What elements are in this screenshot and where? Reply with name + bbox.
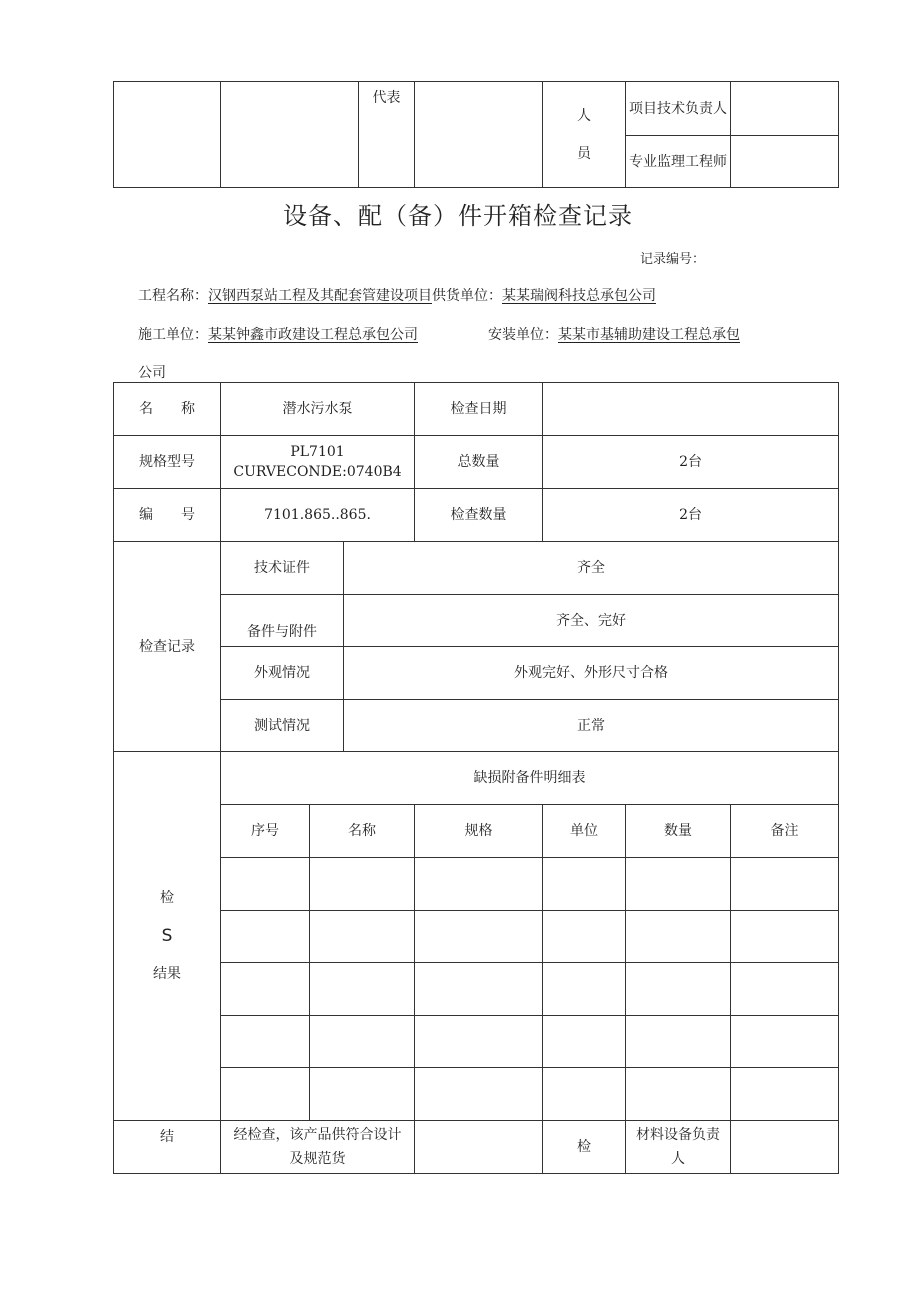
conclusion-label: 结	[114, 1121, 221, 1174]
record-item: 测试情况	[221, 700, 344, 752]
model-label: 规格型号	[114, 436, 221, 489]
role-supervisor: 专业监理工程师	[626, 136, 731, 188]
blank-cell	[415, 1121, 543, 1174]
install-value-continued: 公司	[138, 365, 166, 381]
blank-cell	[731, 1121, 839, 1174]
install-line	[488, 324, 740, 344]
date-value	[543, 383, 839, 436]
serial-value: 7101.865..865.	[221, 489, 415, 542]
record-item: 技术证件	[221, 542, 344, 595]
construction-value: 某某钟鑫市政建设工程总承包公司	[208, 327, 418, 343]
install-label: 安装单位：	[488, 327, 558, 343]
table-row	[114, 963, 839, 1016]
page-title: 设备、配（备）件开箱检查记录	[283, 202, 633, 230]
project-name-label: 工程名称：	[138, 288, 208, 304]
project-name-value: 汉钢西泵站工程及其配套管建设项目	[208, 288, 432, 304]
record-value: 齐全	[344, 542, 839, 595]
col-header: 名称	[310, 805, 415, 858]
personnel-cell	[543, 82, 626, 188]
model-value: PL7101 CURVECONDE:0740B4	[221, 436, 415, 489]
ren-label: 人	[577, 107, 591, 124]
role-tech-lead: 项目技术负责人	[626, 82, 731, 136]
col-header: 序号	[221, 805, 310, 858]
construction-line	[138, 324, 418, 344]
record-item: 备件与附件	[221, 595, 344, 647]
total-value: 2台	[543, 436, 839, 489]
blank-cell	[221, 82, 359, 188]
record-value: 正常	[344, 700, 839, 752]
yuan-label: 员	[577, 145, 591, 162]
col-header: 单位	[543, 805, 626, 858]
missing-parts-title: 缺损附备件明细表	[221, 752, 839, 805]
supplier-value: 某某瑞阀科技总承包公司	[502, 288, 656, 304]
supplier-label: 供货单位：	[432, 288, 502, 304]
date-label: 检查日期	[415, 383, 543, 436]
table-row	[114, 1016, 839, 1068]
record-label: 检查记录	[114, 542, 221, 752]
conclusion-text: 经检查，该产品供符合设计 及规范货	[221, 1121, 415, 1174]
daibiao-cell: 代表	[359, 82, 415, 188]
qty-value: 2台	[543, 489, 839, 542]
blank-cell	[731, 82, 839, 136]
table-row	[114, 858, 839, 911]
construction-label: 施工单位：	[138, 327, 208, 343]
name-value: 潜水污水泵	[221, 383, 415, 436]
install-value: 某某市基辅助建设工程总承包	[558, 327, 740, 343]
blank-cell	[731, 136, 839, 188]
result-label: 检 S 结果	[114, 752, 221, 1121]
project-line	[138, 285, 656, 305]
record-number-label: 记录编号：	[640, 252, 706, 267]
top-fragment-table	[113, 81, 839, 188]
total-label: 总数量	[415, 436, 543, 489]
check-label: 检	[543, 1121, 626, 1174]
col-header: 数量	[626, 805, 731, 858]
blank-cell	[415, 82, 543, 188]
inspection-table	[113, 382, 839, 1174]
record-item: 外观情况	[221, 647, 344, 700]
col-header: 规格	[415, 805, 543, 858]
material-lead-role: 材料设备负责 人	[626, 1121, 731, 1174]
record-value: 齐全、完好	[344, 595, 839, 647]
table-row	[114, 911, 839, 963]
blank-cell	[114, 82, 221, 188]
record-value: 外观完好、外形尺寸合格	[344, 647, 839, 700]
qty-label: 检查数量	[415, 489, 543, 542]
col-header: 备注	[731, 805, 839, 858]
table-row	[114, 1068, 839, 1121]
name-label: 名 称	[114, 383, 221, 436]
serial-label: 编 号	[114, 489, 221, 542]
